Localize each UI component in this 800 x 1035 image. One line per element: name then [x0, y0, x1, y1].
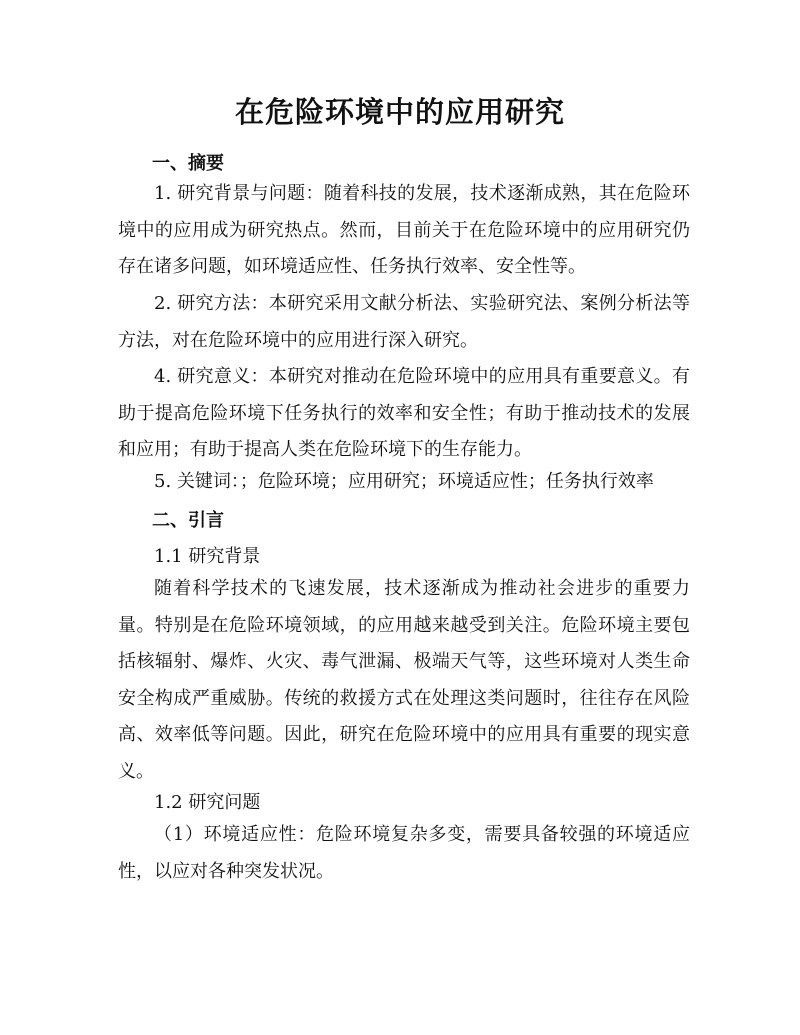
- section-1-1-body: 随着科学技术的飞速发展，技术逐渐成为推动社会进步的重要力量。特别是在危险环境领域，的应用越来越受到关注。危险环境主要包括核辐射、爆炸、火灾、毒气泄漏、极端天气等，这些环境对人类生命安全构成严重威胁。传统的救援方式在处理这类问题时，往往存在风险高、效率低等问题。因此，研究在危险环境中的应用具有重要的现实意义。: [118, 578, 690, 782]
- intro-heading: 二、引言: [152, 510, 224, 531]
- section-1-1-heading: 1.1 研究背景: [154, 546, 261, 567]
- abstract-item-4: 4. 研究意义：本研究对推动在危险环境中的应用具有重要意义。有助于提高危险环境下任务执行的效率和安全性；有助于推动技术的发展和应用；有助于提高人类在危险环境下的生存能力。: [118, 366, 690, 460]
- abstract-item-2: 2. 研究方法：本研究采用文献分析法、实验研究法、案例分析法等方法，对在危险环境中的应用进行深入研究。: [118, 293, 690, 351]
- abstract-item-1: 1. 研究背景与问题：随着科技的发展，技术逐渐成熟，其在危险环境中的应用成为研究热点。然而，目前关于在危险环境中的应用研究仍存在诸多问题，如环境适应性、任务执行效率、安全性等。: [118, 183, 690, 277]
- document-title: 在危险环境中的应用研究: [234, 95, 565, 129]
- abstract-item-5: 5. 关键词：；危险环境；应用研究；环境适应性；任务执行效率: [154, 471, 654, 492]
- section-1-2-heading: 1.2 研究问题: [154, 792, 261, 813]
- section-1-2-item-1: （1）环境适应性：危险环境复杂多变，需要具备较强的环境适应性，以应对各种突发状况。: [118, 824, 690, 882]
- abstract-heading: 一、摘要: [152, 153, 224, 174]
